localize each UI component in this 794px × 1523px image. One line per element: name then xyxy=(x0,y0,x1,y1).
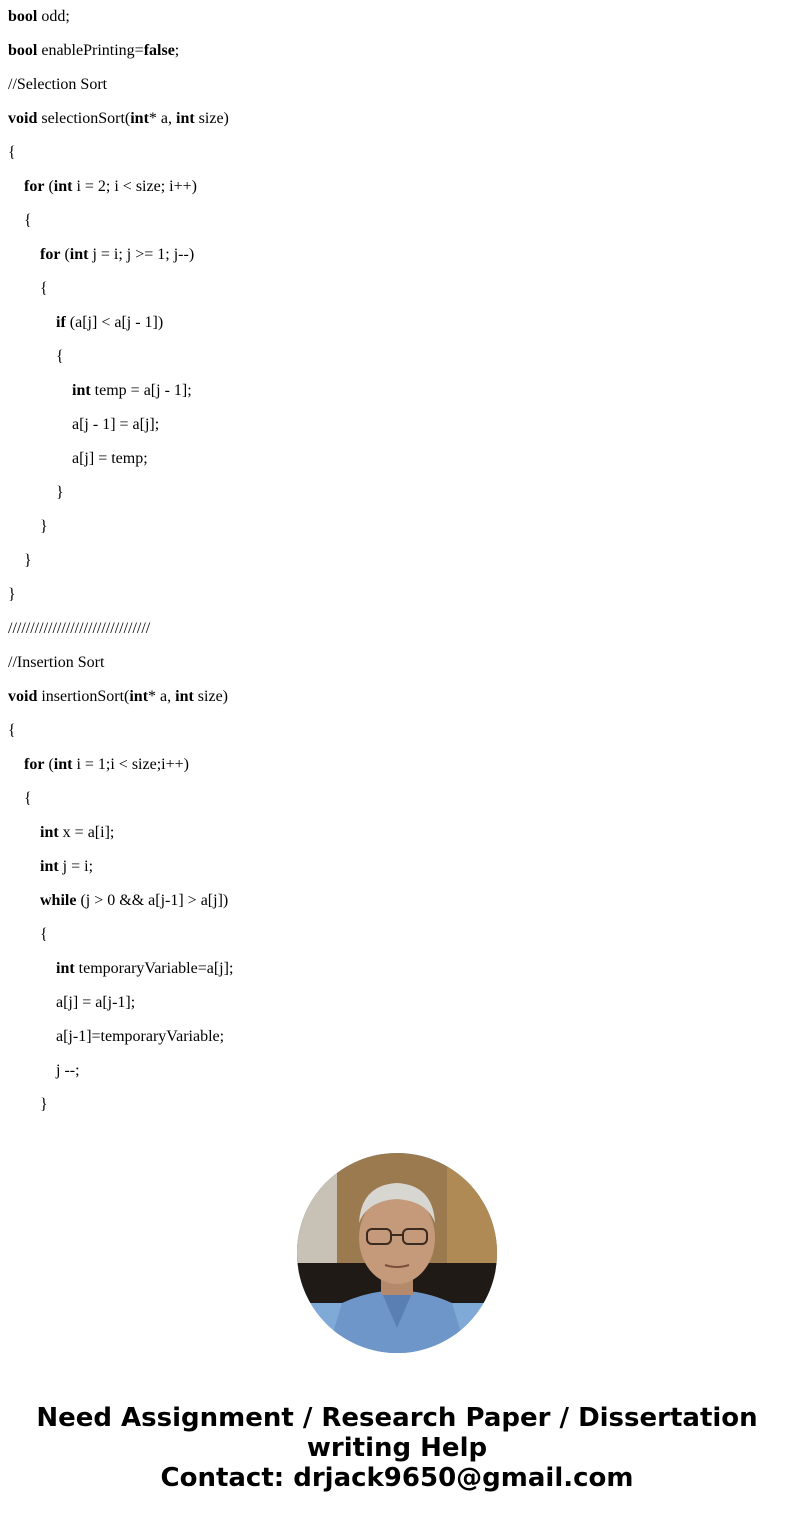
code-line xyxy=(8,510,788,544)
code-text: ( xyxy=(44,756,54,773)
code-line xyxy=(8,952,788,986)
code-keyword: bool xyxy=(8,42,38,59)
code-text: { xyxy=(56,348,64,365)
code-keyword: int xyxy=(53,756,73,773)
code-line xyxy=(8,748,788,782)
code-line xyxy=(8,646,788,680)
code-keyword: int xyxy=(176,110,195,127)
footer-line-2: writing Help xyxy=(306,1433,488,1463)
code-line xyxy=(8,544,788,578)
code-line xyxy=(8,680,788,714)
code-line xyxy=(8,306,788,340)
code-text: temp = a[j - 1]; xyxy=(90,382,192,399)
code-keyword: false xyxy=(143,42,175,59)
code-text: insertionSort( xyxy=(37,688,130,705)
code-text: { xyxy=(24,790,32,807)
code-line xyxy=(8,714,788,748)
code-text: i = 1;i < size;i++) xyxy=(72,756,189,773)
code-keyword: int xyxy=(69,246,89,263)
code-text: ; xyxy=(174,42,180,59)
code-text: x = a[i]; xyxy=(58,824,115,841)
code-text: temporaryVariable=a[j]; xyxy=(74,960,234,977)
code-text: a[j-1]=temporaryVariable; xyxy=(56,1028,225,1045)
code-text: (a[j] < a[j - 1]) xyxy=(65,314,164,331)
code-text: ( xyxy=(44,178,54,195)
code-text: odd; xyxy=(37,8,70,25)
footer-line-1: Need Assignment / Research Paper / Dissertation xyxy=(36,1403,758,1433)
code-keyword: bool xyxy=(8,8,38,25)
code-line xyxy=(8,986,788,1020)
code-line xyxy=(8,102,788,136)
contact-footer xyxy=(0,1403,794,1493)
code-listing xyxy=(8,0,788,1122)
code-text: } xyxy=(24,552,32,569)
code-line xyxy=(8,476,788,510)
code-keyword: int xyxy=(72,382,91,399)
code-text: * a, xyxy=(148,688,176,705)
code-keyword: void xyxy=(8,688,38,705)
code-text: { xyxy=(40,926,48,943)
code-line xyxy=(8,68,788,102)
code-line xyxy=(8,1088,788,1122)
code-keyword: void xyxy=(8,110,38,127)
code-keyword: if xyxy=(56,314,66,331)
code-text: a[j - 1] = a[j]; xyxy=(72,416,160,433)
code-text: } xyxy=(56,484,64,501)
code-keyword: for xyxy=(24,756,45,773)
code-line xyxy=(8,170,788,204)
code-keyword: int xyxy=(175,688,194,705)
code-text: { xyxy=(8,722,16,739)
code-line xyxy=(8,272,788,306)
code-line xyxy=(8,1054,788,1088)
code-text: * a, xyxy=(148,110,176,127)
code-line xyxy=(8,782,788,816)
code-line xyxy=(8,408,788,442)
code-keyword: int xyxy=(56,960,75,977)
code-line xyxy=(8,136,788,170)
code-line xyxy=(8,816,788,850)
code-line xyxy=(8,1020,788,1054)
code-keyword: for xyxy=(24,178,45,195)
code-line xyxy=(8,340,788,374)
code-text: a[j] = temp; xyxy=(72,450,148,467)
code-line xyxy=(8,0,788,34)
code-keyword: int xyxy=(53,178,73,195)
code-line xyxy=(8,442,788,476)
code-text: j = i; xyxy=(58,858,94,875)
code-keyword: for xyxy=(40,246,61,263)
author-photo xyxy=(297,1153,497,1353)
code-text: ( xyxy=(60,246,70,263)
code-text: { xyxy=(8,144,16,161)
code-keyword: while xyxy=(40,892,77,909)
code-keyword: int xyxy=(130,110,149,127)
code-line xyxy=(8,34,788,68)
code-text: //Insertion Sort xyxy=(8,654,105,671)
code-text: //Selection Sort xyxy=(8,76,108,93)
code-line xyxy=(8,238,788,272)
code-text: } xyxy=(40,518,48,535)
code-text: } xyxy=(40,1096,48,1113)
code-line xyxy=(8,850,788,884)
code-line xyxy=(8,204,788,238)
footer-line-3: Contact: drjack9650@gmail.com xyxy=(160,1463,634,1493)
code-keyword: int xyxy=(129,688,149,705)
code-text: { xyxy=(24,212,32,229)
code-keyword: int xyxy=(40,824,59,841)
code-text: enablePrinting= xyxy=(37,42,144,59)
code-line xyxy=(8,578,788,612)
code-line xyxy=(8,612,788,646)
code-text: } xyxy=(8,586,16,603)
code-text: j = i; j >= 1; j--) xyxy=(88,246,195,263)
code-text: a[j] = a[j-1]; xyxy=(56,994,136,1011)
code-text: selectionSort( xyxy=(37,110,131,127)
code-line xyxy=(8,374,788,408)
code-line xyxy=(8,884,788,918)
code-keyword: int xyxy=(40,858,59,875)
code-text: j --; xyxy=(56,1062,80,1079)
code-text: i = 2; i < size; i++) xyxy=(72,178,197,195)
code-text: //////////////////////////////// xyxy=(8,620,151,637)
code-text: size) xyxy=(193,688,228,705)
code-line xyxy=(8,918,788,952)
code-text: { xyxy=(40,280,48,297)
code-text: (j > 0 && a[j-1] > a[j]) xyxy=(76,892,229,909)
code-text: size) xyxy=(194,110,229,127)
